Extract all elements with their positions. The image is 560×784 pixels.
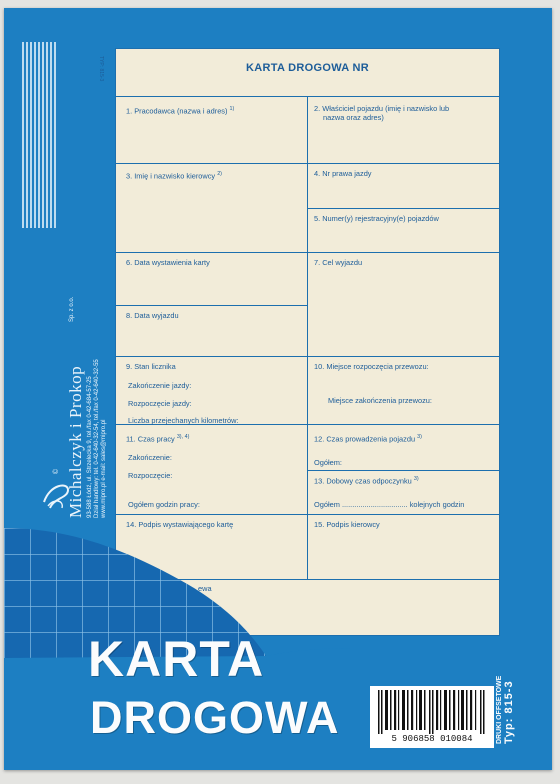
field-2-label: 2. Właściciel pojazdu (imię i nazwisko lub	[314, 104, 450, 113]
field-11-end-label: Zakończenie:	[128, 453, 172, 462]
cover-title-line2: DROGOWA	[90, 692, 340, 743]
form-type-code: TYP: 815-3	[98, 56, 104, 82]
field-3-label: 3. Imię i nazwisko kierowcy $^{2)}$	[126, 171, 222, 181]
publisher-address: 93-588 Łódź, ul. Strzelecka 9, tel./fax 0-42-684-57-25	[87, 376, 93, 518]
field-7-label: 7. Cel wyjazdu	[314, 258, 363, 267]
field-13-total-label: Ogółem ................................ kolejnych godzin	[314, 500, 465, 509]
field-9-label: 9. Stan licznika	[126, 362, 176, 371]
publisher-suffix: Sp. z o.o.	[69, 296, 75, 322]
barcode-bars-icon	[378, 690, 486, 734]
field-11-label: 11. Czas pracy $^{3), 4)}$	[126, 434, 190, 444]
cover-title-line1: KARTA	[88, 631, 265, 687]
field-9-end-label: Zakończenie jazdy:	[128, 381, 192, 390]
field-12-total-label: Ogółem:	[314, 458, 342, 467]
cover-wave-graphic	[4, 8, 552, 770]
field-11-total-label: Ogółem godzin pracy:	[128, 500, 200, 509]
field-9-start-label: Rozpoczęcie jazdy:	[128, 399, 192, 408]
publisher-web: www.mipro.pl e-mail: sales@mipro.pl	[101, 419, 107, 518]
field-4-label: 4. Nr prawa jazdy	[314, 169, 372, 178]
publisher-name: Michalczyk i Prokop	[66, 365, 85, 518]
field-10-end-label: Miejsce zakończenia przewozu:	[328, 396, 432, 405]
field-15-label: 15. Podpis kierowcy	[314, 520, 380, 529]
field-9-km-label: Liczba przejechanych kilometrów:	[128, 416, 239, 425]
field-6-label: 6. Data wystawienia karty	[126, 258, 210, 267]
field-13-label: 13. Dobowy czas odpoczynku $^{3)}$	[314, 476, 419, 486]
form-title: KARTA DROGOWA NR	[246, 62, 369, 74]
field-11-start-label: Rozpoczęcie:	[128, 471, 173, 480]
field-2-label-cont: nazwa oraz adres)	[323, 113, 384, 122]
barcode-number: 5 906858 010084	[391, 734, 473, 744]
series-type: Typ: 815-3	[503, 680, 515, 744]
field-1-label: 1. Pracodawca (nazwa i adres) $^{1)}$	[126, 106, 235, 116]
field-5-label: 5. Numer(y) rejestracyjny(e) pojazdów	[314, 214, 439, 223]
publisher-sales: Dział handlowy: tel. 0-42-640-32-54, tel./fax 0-42-640-32-55	[94, 359, 100, 518]
barcode	[370, 686, 494, 748]
copyright-mark: ©	[53, 468, 61, 475]
field-12-label: 12. Czas prowadzenia pojazdu $^{3)}$	[314, 434, 422, 444]
field-16-label: ewa	[198, 584, 212, 593]
cover	[4, 8, 552, 770]
field-10-label: 10. Miejsce rozpoczęcia przewozu:	[314, 362, 429, 371]
series-label: DRUKI OFFSETOWE	[496, 675, 503, 744]
field-8-label: 8. Data wyjazdu	[126, 311, 179, 320]
field-14-label: 14. Podpis wystawiającego kartę	[126, 520, 234, 529]
series-label-block	[496, 676, 515, 744]
